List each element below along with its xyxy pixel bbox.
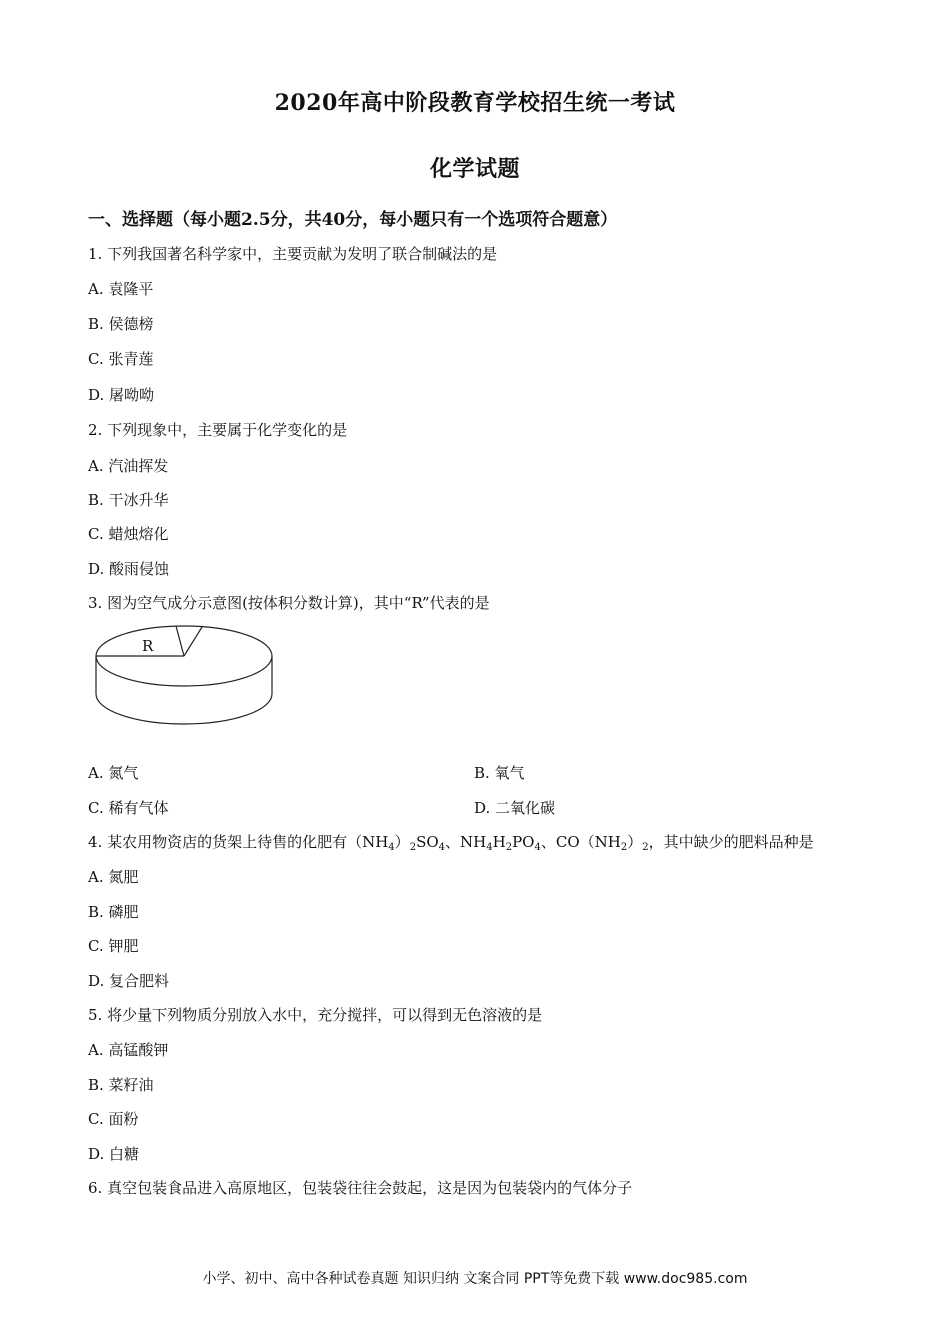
question-1-option-b: B. 侯德榜 [88,315,154,333]
page-footer: 小学、初中、高中各种试卷真题 知识归纳 文案合同 PPT等免费下载 www.doc985.com [202,1271,748,1287]
question-1-option-c: C. 张青莲 [88,350,154,368]
exam-subtitle: 化学试题 [429,156,520,182]
question-5-stem: 5. 将少量下列物质分别放入水中，充分搅拌，可以得到无色溶液的是 [88,1006,543,1024]
section-heading: 一、选择题（每小题2.5分，共40分，每小题只有一个选项符合题意） [88,210,618,230]
question-1-option-d: D. 屠呦呦 [88,386,155,404]
question-3-option-c: C. 稀有气体 [88,799,169,817]
question-3-option-d: D. 二氧化碳 [474,799,556,817]
question-5-option-c: C. 面粉 [88,1110,139,1128]
question-1-option-a: A. 袁隆平 [88,280,154,298]
question-4-option-d: D. 复合肥料 [88,972,170,990]
pie-label-r: R [142,637,154,655]
question-5-option-b: B. 菜籽油 [88,1076,154,1094]
question-1-stem: 1. 下列我国著名科学家中，主要贡献为发明了联合制碱法的是 [88,245,498,263]
air-composition-pie-figure [90,624,275,730]
question-5-option-d: D. 白糖 [88,1145,140,1163]
question-2-stem: 2. 下列现象中，主要属于化学变化的是 [88,421,348,439]
exam-title: 2020年高中阶段教育学校招生统一考试 [274,90,676,116]
question-6-stem: 6. 真空包装食品进入高原地区，包装袋往往会鼓起，这是因为包装袋内的气体分子 [88,1179,633,1197]
question-3-option-b: B. 氧气 [474,764,525,782]
question-2-option-c: C. 蜡烛熔化 [88,525,169,543]
question-4-option-a: A. 氮肥 [88,868,139,886]
question-2-option-a: A. 汽油挥发 [88,457,169,475]
question-3-option-a: A. 氮气 [88,764,139,782]
question-3-stem: 3. 图为空气成分示意图(按体积分数计算)，其中“R”代表的是 [88,594,490,612]
question-5-option-a: A. 高锰酸钾 [88,1041,169,1059]
question-4-option-c: C. 钾肥 [88,937,139,955]
question-2-option-b: B. 干冰升华 [88,491,169,509]
question-4-option-b: B. 磷肥 [88,903,139,921]
question-4-stem: 4. 某农用物资店的货架上待售的化肥有$(NH_4)_2SO_4$、$NH_4H_2PO_4$、$CO(NH_2)_2$，其中缺少的肥料品种是 [88,833,814,853]
question-2-option-d: D. 酸雨侵蚀 [88,560,170,578]
